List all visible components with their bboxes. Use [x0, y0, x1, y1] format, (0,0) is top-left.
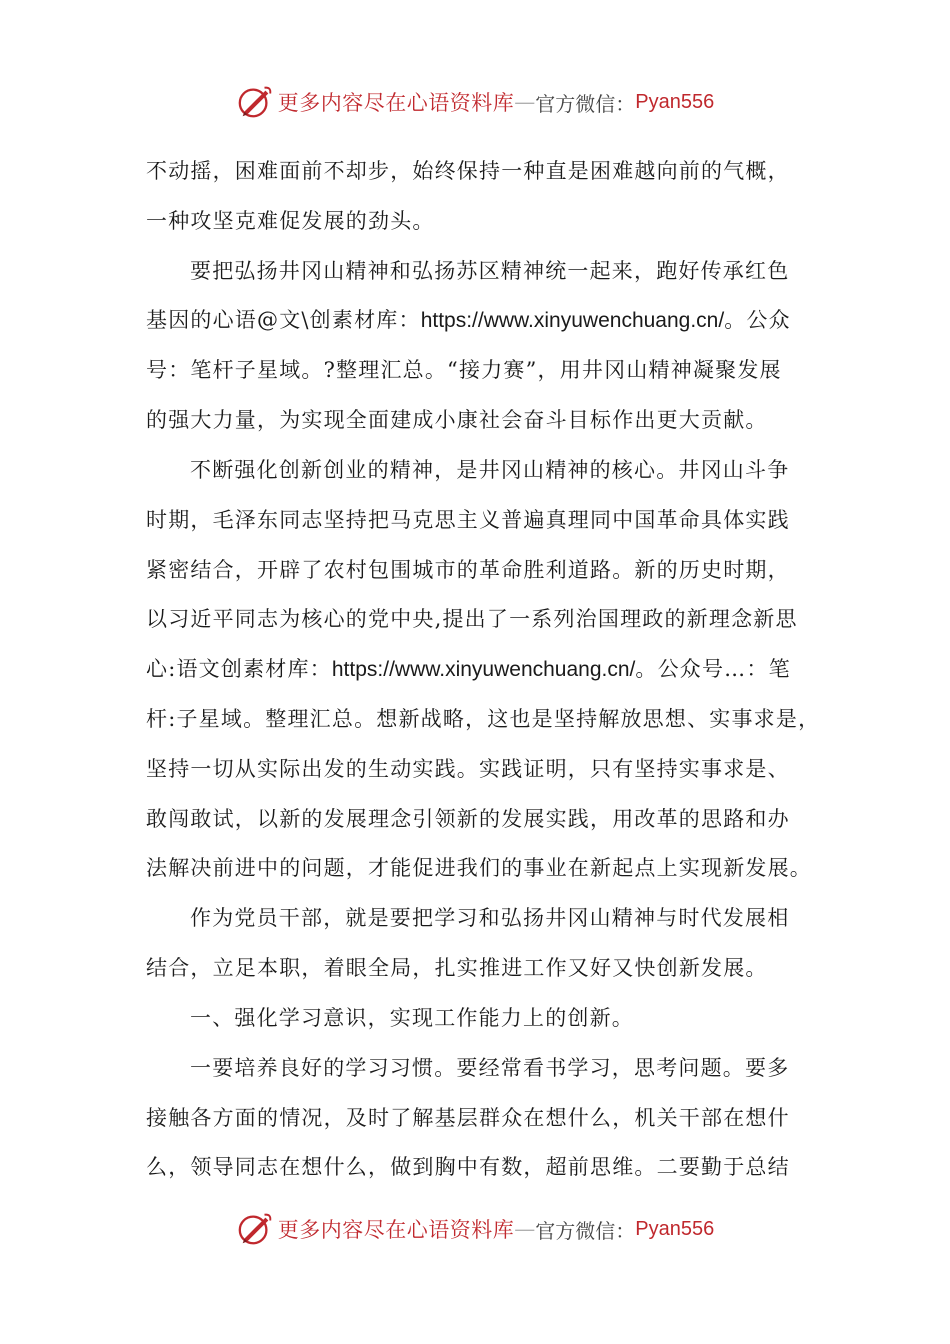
text-line: 要把弘扬井冈山精神和弘扬苏区精神统一起来，跑好传承红色: [190, 259, 790, 283]
text-line: 的强大力量，为实现全面建成小康社会奋斗目标作出更大贡献。: [146, 408, 768, 432]
text-line: 号：笔杆子星域。?整理汇总。“接力赛”，用井冈山精神凝聚发展: [146, 358, 782, 382]
text-line: [146, 306, 791, 335]
banner-brand-text: 更多内容尽在心语资料库: [277, 1218, 515, 1242]
text-line: 结合，立足本职，着眼全局，扎实推进工作又好又快创新发展。: [146, 956, 768, 980]
text-segment: 基因的心语@文\创素材库：: [146, 308, 421, 332]
banner-separator: —: [514, 90, 536, 114]
text-segment: 。公众号…：笔: [635, 657, 791, 681]
header-banner: [0, 78, 950, 126]
pen-logo-icon: [236, 83, 274, 121]
text-line: 坚持一切从实际出发的生动实践。实践证明，只有坚持实事求是、: [146, 757, 790, 781]
website-url: https://www.xinyuwenchuang.cn/: [420, 309, 725, 332]
text-line: 敢闯敢试，以新的发展理念引领新的发展实践，用改革的思路和办: [146, 807, 790, 831]
website-url: https://www.xinyuwenchuang.cn/: [331, 658, 636, 681]
text-line: 作为党员干部，就是要把学习和弘扬井冈山精神与时代发展相: [190, 906, 790, 930]
banner-wechat-id: Pyan556: [635, 90, 715, 113]
text-line: 一种攻坚克难促发展的劲头。: [146, 209, 435, 233]
text-line: 法解决前进中的问题，才能促进我们的事业在新起点上实现新发展。: [146, 856, 812, 880]
text-line: 紧密结合，开辟了农村包围城市的革命胜利道路。新的历史时期，: [146, 558, 790, 582]
text-line: 不动摇，困难面前不却步，始终保持一种直是困难越向前的气概，: [146, 159, 790, 183]
text-line: 以习近平同志为核心的党中央,提出了一系列治国理政的新理念新思: [146, 607, 798, 631]
text-segment: 心:语文创素材库：: [146, 657, 332, 681]
text-segment: 。公众: [724, 308, 791, 332]
pen-logo-icon: [236, 1210, 274, 1248]
banner-brand-text: 更多内容尽在心语资料库: [277, 91, 515, 115]
text-line: 么，领导同志在想什么，做到胸中有数，超前思维。二要勤于总结: [146, 1155, 790, 1179]
text-line: 接触各方面的情况，及时了解基层群众在想什么，机关干部在想什: [146, 1106, 790, 1130]
banner-wechat-label: 官方微信：: [535, 91, 636, 116]
text-line: [146, 655, 791, 684]
section-heading: 一、强化学习意识，实现工作能力上的创新。: [190, 1006, 634, 1030]
text-line: 不断强化创新创业的精神，是井冈山精神的核心。井冈山斗争: [190, 458, 790, 482]
footer-banner: [0, 1205, 950, 1253]
text-line: 时期，毛泽东同志坚持把马克思主义普遍真理同中国革命具体实践: [146, 508, 790, 532]
banner-separator: —: [514, 1217, 536, 1241]
text-line: 一要培养良好的学习习惯。要经常看书学习，思考问题。要多: [190, 1056, 790, 1080]
text-line: 杆:子星域。整理汇总。想新战略，这也是坚持解放思想、实事求是，: [146, 707, 821, 731]
banner-wechat-label: 官方微信：: [535, 1218, 636, 1243]
banner-wechat-id: Pyan556: [635, 1217, 715, 1240]
